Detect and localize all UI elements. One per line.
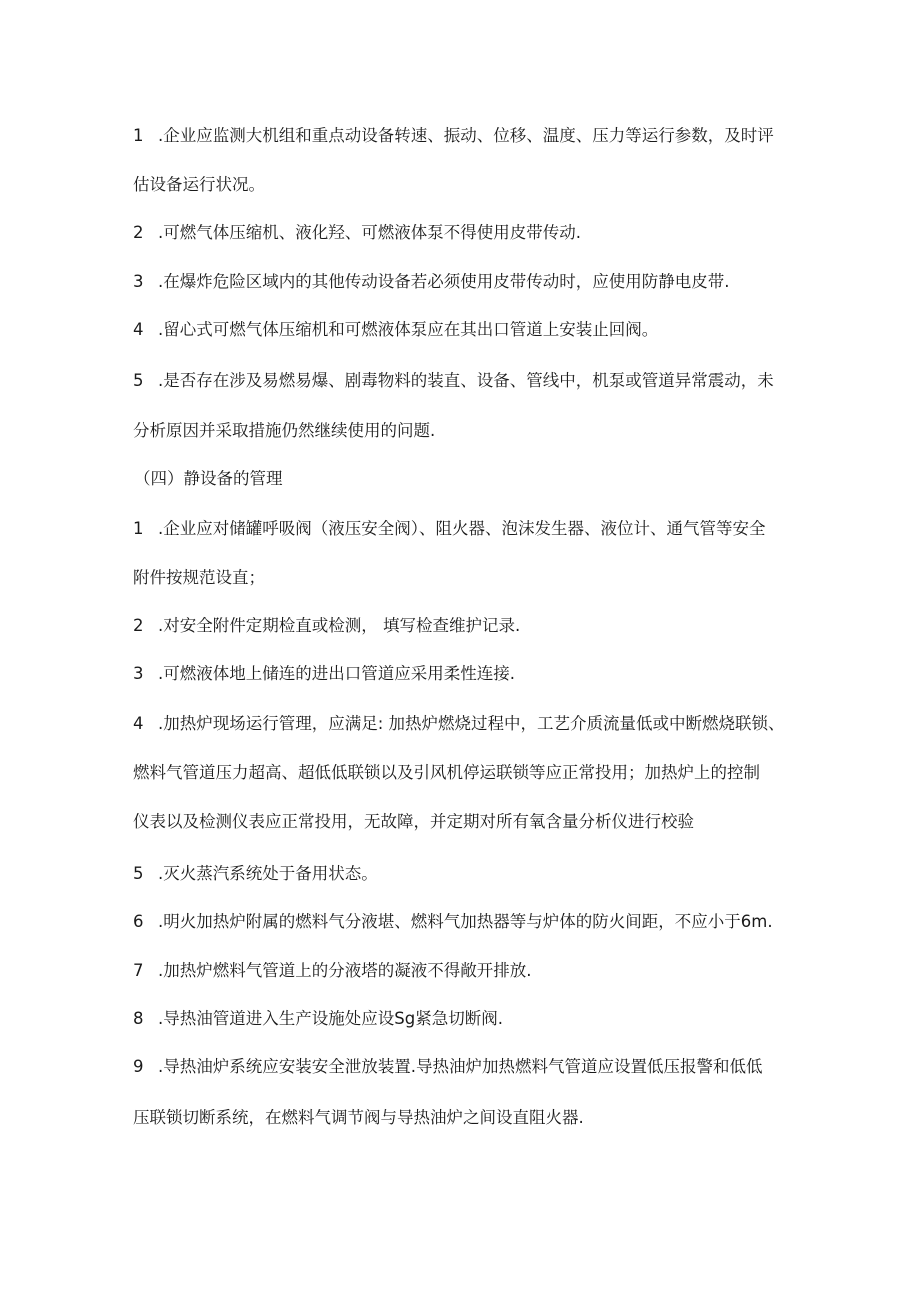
item-number: 2 [133,616,144,635]
item-text: .灭火蒸汽系统处于备用状态。 [158,864,378,883]
item-text: .是否存在涉及易燃易爆、剧毒物料的装直、设备、管线中，机泵或管道异常震动，未 [158,371,774,390]
item-text-continued: 燃料气管道压力超高、超低低联锁以及引风机停运联锁等应正常投用；加热炉上的控制 [133,763,760,782]
item-text: .对安全附件定期检直或检测， 填写检查维护记录. [158,616,521,635]
item-text-continued: 估设备运行状况。 [133,175,265,194]
item-number: 1 [133,126,144,145]
item-text: .导热油炉系统应安装安全泄放装置.导热油炉加热燃料气管道应设置低压报警和低低 [158,1057,763,1076]
item-text: .加热炉燃料气管道上的分液塔的凝液不得敞开排放. [158,961,532,980]
item-number: 6 [133,912,144,931]
item-text-continued: 压联锁切断系统，在燃料气调节阀与导热油炉之间设直阻火器. [133,1108,584,1127]
item-text-continued: 附件按规范设直； [133,568,265,587]
item-text: .企业应监测大机组和重点动设备转速、振动、位移、温度、压力等运行参数，及时评 [158,126,774,145]
item-text-continued: 仪表以及检测仪表应正常投用，无故障，并定期对所有氧含量分析仪进行校验 [133,812,694,831]
item-text: .留心式可燃气体压缩机和可燃液体泵应在其出口管道上安装止回阀。 [158,320,659,339]
item-text: .企业应对储罐呼吸阀（液压安全阀）、阻火器、泡沫发生器、液位计、通气管等安全 [158,519,766,538]
item-number: 2 [133,223,144,242]
item-number: 4 [133,714,144,733]
section-title: （四）静设备的管理 [134,469,283,488]
item-text: .在爆炸危险区域内的其他传动设备若必须使用皮带传动时，应使用防静电皮带. [158,272,730,291]
item-number: 8 [133,1009,144,1028]
item-number: 3 [133,664,144,683]
item-number: 5 [133,371,144,390]
item-number: 7 [133,961,144,980]
item-text: .可燃气体压缩机、液化羟、可燃液体泵不得使用皮带传动. [158,223,581,242]
item-number: 4 [133,320,144,339]
item-text: .明火加热炉附属的燃料气分液堪、燃料气加热器等与炉体的防火间距，不应小于6m. [158,912,773,931]
item-text: .加热炉现场运行管理，应满足: 加热炉燃烧过程中，工艺介质流量低或中断燃烧联锁、 [158,714,785,733]
item-text: .可燃液体地上储连的进出口管道应采用柔性连接. [158,664,515,683]
item-number: 9 [133,1057,144,1076]
item-number: 3 [133,272,144,291]
item-number: 5 [133,864,144,883]
item-text-continued: 分析原因并采取措施仍然继续使用的问题. [133,421,436,440]
item-text: .导热油管道进入生产设施处应设Sg紧急切断阀. [158,1009,503,1028]
item-number: 1 [133,519,144,538]
